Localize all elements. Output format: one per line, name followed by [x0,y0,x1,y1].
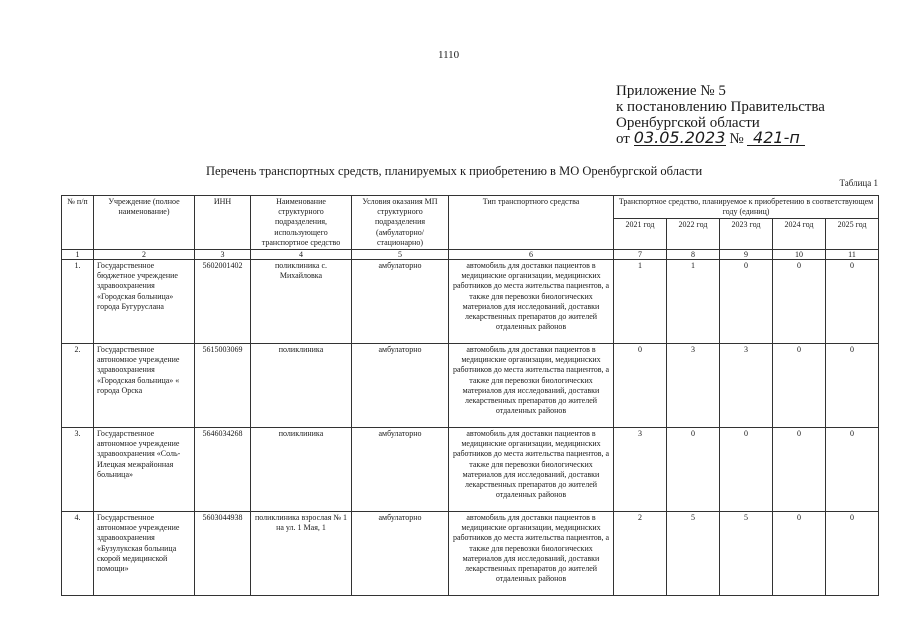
year-value: 0 [826,428,879,512]
vehicle-type: автомобиль для доставки пациентов в медицинские организации, медицинских работников до места жительства пациентов, а также для перевозки биологических материалов для исследований, доставки лекарственных препаратов до жителей отдаленных районов [449,260,614,344]
vehicle-type: автомобиль для доставки пациентов в медицинские организации, медицинских работников до места жительства пациентов, а также для перевозки биологических материалов для исследований, доставки лекарственных препаратов до жителей отдаленных районов [449,344,614,428]
vehicles-table [61,195,879,596]
year-value: 1 [667,260,720,344]
page-number: 1110 [438,49,460,61]
column-number: 11 [826,250,879,260]
conditions-value: амбулаторно [352,344,449,428]
year-value: 0 [720,260,773,344]
column-number: 7 [614,250,667,260]
header-num: № п/п [62,196,94,250]
row-number: 4. [62,512,94,596]
year-value: 2 [614,512,667,596]
year-value: 0 [773,260,826,344]
row-number: 1. [62,260,94,344]
column-number: 10 [773,250,826,260]
header-vehicle-type: Тип транспортного средства [449,196,614,250]
header-conditions: Условия оказания МП структурного подразделения (амбулаторно/ стационарно) [352,196,449,250]
institution-name: Государственное бюджетное учреждение здравоохранения «Городская больница» города Бугуруслана [94,260,195,344]
year-value: 0 [773,428,826,512]
header-year: 2025 год [826,219,879,250]
inn-value: 5615003069 [195,344,251,428]
year-value: 5 [720,512,773,596]
year-value: 3 [667,344,720,428]
year-value: 0 [614,344,667,428]
resolution-date: 03.05.2023 [633,128,726,147]
inn-value: 5602001402 [195,260,251,344]
column-number: 6 [449,250,614,260]
appendix-line-2: к постановлению Правительства [616,99,825,115]
conditions-value: амбулаторно [352,512,449,596]
column-number: 8 [667,250,720,260]
column-number: 5 [352,250,449,260]
unit-name: поликлиника [251,428,352,512]
column-numbers-row [62,250,879,260]
date-prefix: от [616,131,630,147]
table-row [62,260,879,344]
header-institution: Учреждение (полное наименование) [94,196,195,250]
institution-name: Государственное автономное учреждение здравоохранения «Соль-Илецкая межрайонная больница» [94,428,195,512]
table-row [62,512,879,596]
number-prefix: № [729,131,744,147]
unit-name: поликлиника [251,344,352,428]
year-value: 1 [614,260,667,344]
header-year: 2023 год [720,219,773,250]
appendix-block [616,83,825,147]
year-value: 0 [826,260,879,344]
header-unit: Наименование структурного подразделения, использующего транспортное средство [251,196,352,250]
institution-name: Государственное автономное учреждение здравоохранения «Городская больница» « города Орска [94,344,195,428]
institution-name: Государственное автономное учреждение здравоохранения «Бузулукская больница скорой медицинской помощи» [94,512,195,596]
column-number: 3 [195,250,251,260]
column-number: 1 [62,250,94,260]
year-value: 0 [667,428,720,512]
header-year: 2024 год [773,219,826,250]
resolution-number: 421-п [747,131,805,146]
column-number: 4 [251,250,352,260]
row-number: 3. [62,428,94,512]
conditions-value: амбулаторно [352,260,449,344]
vehicle-type: автомобиль для доставки пациентов в медицинские организации, медицинских работников до места жительства пациентов, а также для перевозки биологических материалов для исследований, доставки лекарственных препаратов до жителей отдаленных районов [449,512,614,596]
header-row [62,196,879,219]
year-value: 3 [720,344,773,428]
year-value: 3 [614,428,667,512]
inn-value: 5646034268 [195,428,251,512]
appendix-line-3: Оренбургской области [616,115,760,131]
unit-name: поликлиника с. Михайловка [251,260,352,344]
year-value: 5 [667,512,720,596]
year-value: 0 [773,512,826,596]
table-row [62,428,879,512]
inn-value: 5603044938 [195,512,251,596]
year-value: 0 [773,344,826,428]
year-value: 0 [826,512,879,596]
row-number: 2. [62,344,94,428]
appendix-date-line [616,128,825,147]
unit-name: поликлиника взрослая № 1 на ул. 1 Мая, 1 [251,512,352,596]
year-value: 0 [826,344,879,428]
conditions-value: амбулаторно [352,428,449,512]
appendix-line-1: Приложение № 5 [616,83,726,99]
header-inn: ИНН [195,196,251,250]
table-row [62,344,879,428]
column-number: 2 [94,250,195,260]
header-planned: Транспортное средство, планируемое к приобретению в соответствующем году (единиц) [614,196,879,219]
year-value: 0 [720,428,773,512]
document-title: Перечень транспортных средств, планируемых к приобретению в МО Оренбургской области [206,164,703,178]
table-label: Таблица 1 [839,178,878,188]
vehicle-type: автомобиль для доставки пациентов в медицинские организации, медицинских работников до места жительства пациентов, а также для перевозки биологических материалов для исследований, доставки лекарственных препаратов до жителей отдаленных районов [449,428,614,512]
header-year: 2021 год [614,219,667,250]
column-number: 9 [720,250,773,260]
header-year: 2022 год [667,219,720,250]
